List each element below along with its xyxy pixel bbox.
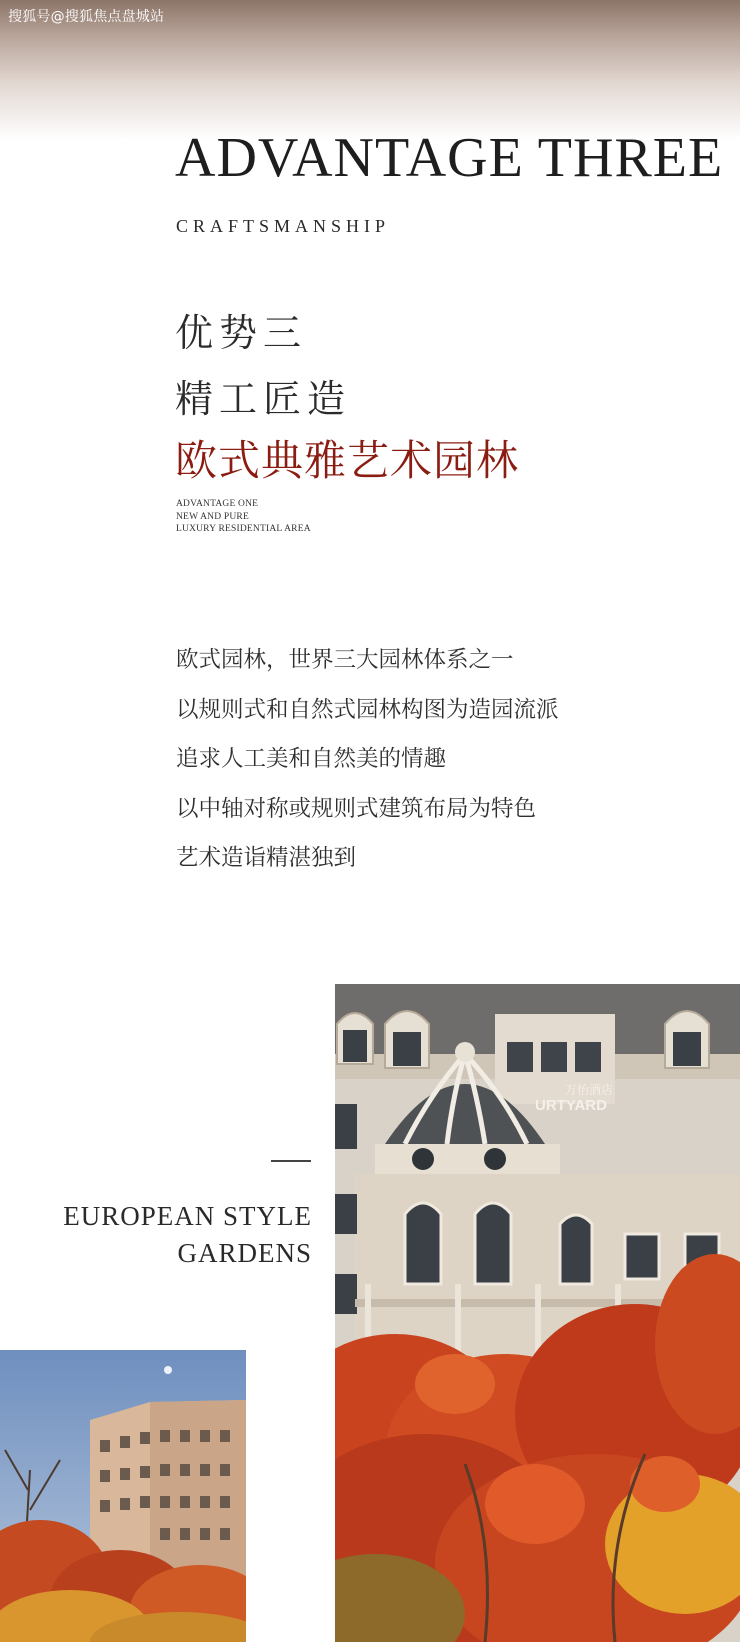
description-line: 追求人工美和自然美的情趣 (176, 746, 447, 772)
description-line: 以规则式和自然式园林构图为造园流派 (176, 696, 559, 723)
description-line: 艺术造诣精湛独到 (176, 845, 357, 871)
chinese-title-line-1: 优势三 (175, 311, 308, 355)
subhead-title: CRAFTSMANSHIP (176, 216, 391, 236)
hotel-sign-en: URTYARD (535, 1097, 607, 1114)
description-line: 欧式园林，世界三大园林体系之一 (176, 647, 514, 673)
small-caption-line-2: NEW AND PURE (176, 511, 249, 522)
small-english-caption (176, 498, 311, 536)
small-caption-line-3: LUXURY RESIDENTIAL AREA (176, 524, 311, 534)
caption-divider (271, 1160, 311, 1162)
section-caption (63, 1198, 312, 1272)
chinese-title-highlight: 欧式典雅艺术园林 (175, 436, 520, 485)
section-caption-line-1: EUROPEAN STYLE (63, 1201, 312, 1231)
watermark-text: 搜狐号@搜狐焦点盘城站 (8, 9, 165, 25)
hotel-sign-cn: 万怡酒店 (565, 1083, 614, 1097)
residence-photo (0, 1350, 246, 1642)
section-caption-line-2: GARDENS (177, 1238, 312, 1268)
description-paragraph (176, 645, 559, 893)
description-line: 以中轴对称或规则式建筑布局为特色 (176, 795, 537, 822)
headline-title: ADVANTAGE THREE (175, 127, 724, 189)
small-caption-line-1: ADVANTAGE ONE (176, 499, 259, 509)
chinese-title-line-2: 精工匠造 (175, 377, 352, 421)
building-photo (335, 984, 740, 1642)
